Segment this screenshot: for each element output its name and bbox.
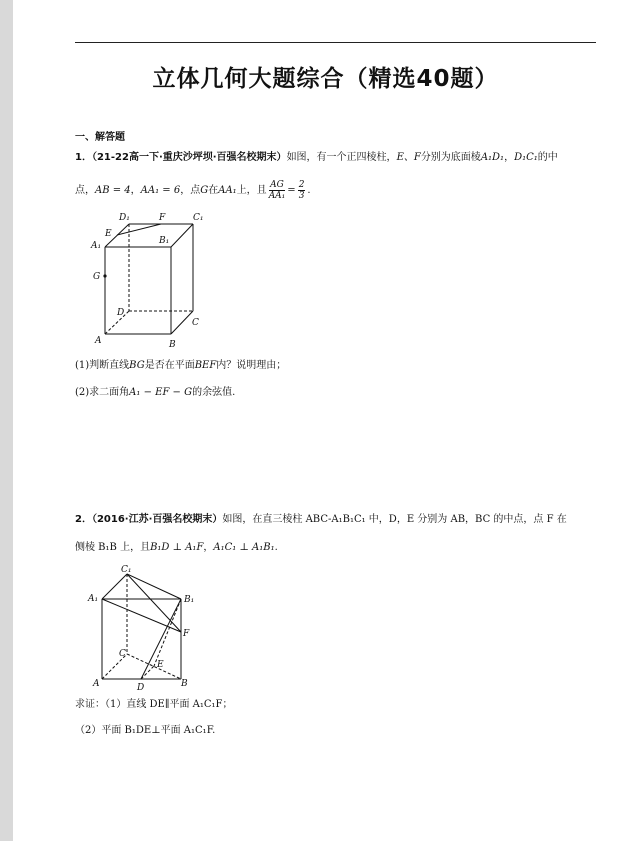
edge-cb-hidden <box>127 654 181 679</box>
problem-2-proof-1: 求证：（1）直线 DE∥平面 A₁C₁F； <box>75 699 233 710</box>
math-bef: BEF <box>194 360 217 371</box>
problem-2-line-1 <box>75 513 567 527</box>
label-a: A <box>93 679 100 689</box>
problem-1-text: 如图，有一个正四棱柱， <box>286 152 397 163</box>
label-a1: A₁ <box>91 241 102 251</box>
math-bg: BG <box>129 360 145 371</box>
document-page <box>13 0 638 841</box>
period: . <box>307 185 311 196</box>
problem-1-text: 分别为底面棱 <box>420 152 481 163</box>
problem-2-number: 2． <box>75 514 92 525</box>
problem-2-proof-2: （2）平面 B₁DE⊥平面 A₁C₁F. <box>75 725 216 736</box>
edge-bc <box>171 311 193 334</box>
problem-1-number: 1． <box>75 152 92 163</box>
math-g: G <box>200 185 209 196</box>
label-b: B <box>169 340 176 350</box>
label-d1: D₁ <box>119 213 130 223</box>
period: . <box>274 542 278 553</box>
figure-prism-2 <box>75 562 215 694</box>
label-f: F <box>159 213 166 223</box>
math-edge-d1c1: D₁C₁ <box>514 152 538 163</box>
question-text: (2)求二面角 <box>75 387 130 398</box>
label-c: C <box>119 649 126 659</box>
problem-2-source: （2016·江苏·百强名校期末） <box>91 514 223 525</box>
fraction-two-thirds <box>298 180 306 201</box>
math-edge-a1d1: A₁D₁ <box>480 152 505 163</box>
problem-1-line-1 <box>75 151 558 165</box>
label-b1: B₁ <box>159 236 170 246</box>
question-text: 的余弦值. <box>192 387 236 398</box>
math-aa1: AA₁ <box>218 185 237 196</box>
question-text: 内？说明理由； <box>216 360 287 371</box>
equals-sign: = <box>287 185 296 196</box>
separator: ， <box>504 152 515 163</box>
segment-de-hidden <box>141 666 154 679</box>
label-f: F <box>183 629 190 639</box>
fraction-denominator: AA₁ <box>268 191 286 201</box>
problem-1-line-2 <box>75 180 311 201</box>
edge-a1c1 <box>102 574 127 599</box>
problem-1-question-1 <box>75 359 286 373</box>
edge-b1c1 <box>171 224 193 247</box>
label-a1: A₁ <box>88 594 99 604</box>
fraction-denominator: 3 <box>298 191 305 201</box>
label-d: D <box>137 683 145 693</box>
problem-1-text: 在 <box>208 185 219 196</box>
math-dihedral: A₁ − EF − G <box>129 387 193 398</box>
separator: ， <box>203 542 214 553</box>
problem-1-source: （21-22高一下·重庆沙坪坝·百强名校期末） <box>91 152 287 163</box>
segment-b1e-hidden <box>154 599 181 666</box>
fraction-numerator: 2 <box>298 180 305 190</box>
math-perp-1: B₁D ⊥ A₁F <box>150 542 204 553</box>
page-title: 立体几何大题综合（精选40题） <box>152 66 499 92</box>
math-ef: E、F <box>396 152 421 163</box>
figure-prism-1 <box>75 208 215 353</box>
problem-1-text: 点， <box>75 185 95 196</box>
label-b: B <box>181 679 188 689</box>
edge-c1b1 <box>127 574 181 599</box>
point-g <box>103 274 106 277</box>
math-perp-2: A₁C₁ ⊥ A₁B₁ <box>213 542 275 553</box>
label-g: G <box>93 272 101 282</box>
label-a: A <box>95 336 102 346</box>
question-text: (1)判断直线 <box>75 360 130 371</box>
label-b1: B₁ <box>184 595 195 605</box>
label-d: D <box>117 308 125 318</box>
label-c1: C₁ <box>121 565 132 575</box>
label-e: E <box>157 660 164 670</box>
top-divider <box>75 42 596 43</box>
label-e: E <box>105 229 112 239</box>
problem-1-text: 上，且 <box>236 185 267 196</box>
problem-2-text: 如图，在直三棱柱 ABC-A₁B₁C₁ 中，D，E 分别为 AB，BC 的中点，点 F 在 <box>222 514 567 525</box>
question-text: 是否在平面 <box>144 360 195 371</box>
problem-2-line-2 <box>75 541 278 555</box>
separator: ， <box>130 185 141 196</box>
label-c: C <box>192 318 199 328</box>
math-aa1: AA₁ = 6 <box>140 185 181 196</box>
section-header: 一、解答题 <box>75 132 125 143</box>
problem-1-question-2 <box>75 386 235 400</box>
segment-a1f <box>102 599 181 632</box>
fraction-ag-aa1 <box>269 180 286 201</box>
segment-c1f <box>127 574 181 632</box>
label-c1: C₁ <box>193 213 204 223</box>
math-ab: AB = 4 <box>95 185 131 196</box>
problem-1-text: ，点 <box>180 185 201 196</box>
problem-2-text: 侧棱 B₁B 上，且 <box>75 542 151 553</box>
problem-1-text: 的中 <box>537 152 558 163</box>
fraction-numerator: AG <box>270 180 284 190</box>
